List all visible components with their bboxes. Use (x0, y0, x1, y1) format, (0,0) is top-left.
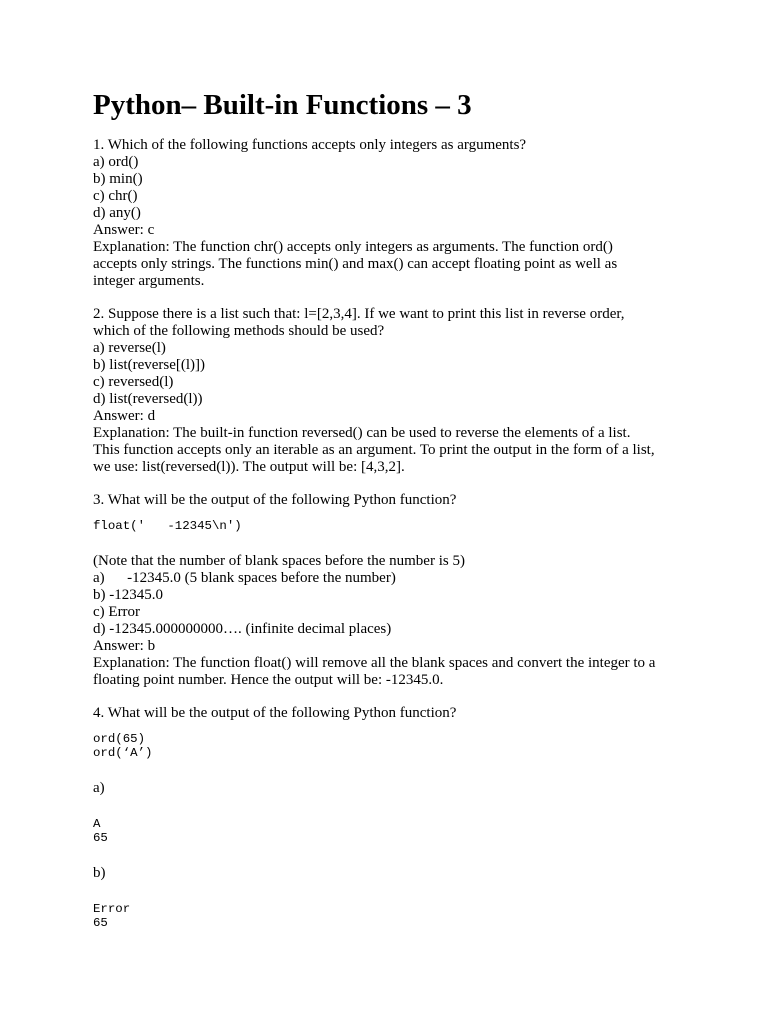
question-3-option-c: c) Error (93, 604, 141, 620)
question-3-text: 3. What will be the output of the following Python function? (93, 492, 457, 508)
question-1-explanation-line: accepts only strings. The functions min() and max() can accept floating point as well as (93, 256, 618, 272)
code-gap (93, 845, 693, 865)
question-4-code-line: ord(65) (93, 732, 146, 746)
question-2-explanation-line: we use: list(reversed(l)). The output will be: [4,3,2]. (93, 459, 405, 475)
question-2 (93, 306, 693, 476)
question-3-explanation-line: Explanation: The function float() will remove all the blank spaces and convert the integer to a (93, 655, 656, 671)
code-gap (93, 509, 693, 519)
question-4-option-b-code-line: Error (93, 902, 131, 916)
question-3 (93, 492, 693, 689)
question-1-explanation-line: integer arguments. (93, 273, 205, 289)
code-gap (93, 760, 693, 780)
code-gap (93, 797, 693, 817)
paragraph-gap (93, 689, 693, 705)
question-2-option-c: c) reversed(l) (93, 374, 174, 390)
page-title: Python– Built-in Functions – 3 (93, 89, 472, 121)
question-4-option-a-label: a) (93, 780, 105, 796)
question-3-option-d: d) -12345.000000000…. (infinite decimal places) (93, 621, 392, 637)
question-2-explanation-line: This function accepts only an iterable as an argument. To print the output in the form of a list, (93, 442, 655, 458)
question-2-text-line: which of the following methods should be used? (93, 323, 385, 339)
question-3-code: float(' -12345\n') (93, 519, 242, 533)
question-4-option-a-code-line: 65 (93, 831, 108, 845)
question-1-option-c: c) chr() (93, 188, 138, 204)
paragraph-gap (93, 476, 693, 492)
question-2-option-a: a) reverse(l) (93, 340, 166, 356)
question-4-text: 4. What will be the output of the following Python function? (93, 705, 457, 721)
question-2-answer: Answer: d (93, 408, 156, 424)
question-3-option-a: a) -12345.0 (5 blank spaces before the number) (93, 570, 396, 586)
question-1 (93, 137, 693, 290)
question-1-option-a: a) ord() (93, 154, 139, 170)
question-4-option-a-code-line: A (93, 817, 101, 831)
question-1-text: 1. Which of the following functions accepts only integers as arguments? (93, 137, 527, 153)
code-gap (93, 882, 693, 902)
question-1-explanation-line: Explanation: The function chr() accepts only integers as arguments. The function ord() (93, 239, 613, 255)
question-4-option-b-label: b) (93, 865, 106, 881)
paragraph-gap (93, 290, 693, 306)
question-2-option-b: b) list(reverse[(l)]) (93, 357, 206, 373)
question-3-explanation-line: floating point number. Hence the output will be: -12345.0. (93, 672, 444, 688)
code-gap (93, 533, 693, 553)
question-2-text-line: 2. Suppose there is a list such that: l=[2,3,4]. If we want to print this list in reverse order, (93, 306, 625, 322)
question-3-note: (Note that the number of blank spaces before the number is 5) (93, 553, 465, 569)
question-4-option-b-code-line: 65 (93, 916, 108, 930)
question-4-code-line: ord(‘A’) (93, 746, 153, 760)
question-1-option-b: b) min() (93, 171, 143, 187)
question-2-option-d: d) list(reversed(l)) (93, 391, 203, 407)
question-3-answer: Answer: b (93, 638, 156, 654)
code-gap (93, 722, 693, 732)
question-1-option-d: d) any() (93, 205, 141, 221)
question-2-explanation-line: Explanation: The built-in function reversed() can be used to reverse the elements of a list. (93, 425, 631, 441)
question-1-answer: Answer: c (93, 222, 155, 238)
question-4 (93, 705, 693, 930)
question-3-option-b: b) -12345.0 (93, 587, 163, 603)
document-page (93, 88, 693, 930)
